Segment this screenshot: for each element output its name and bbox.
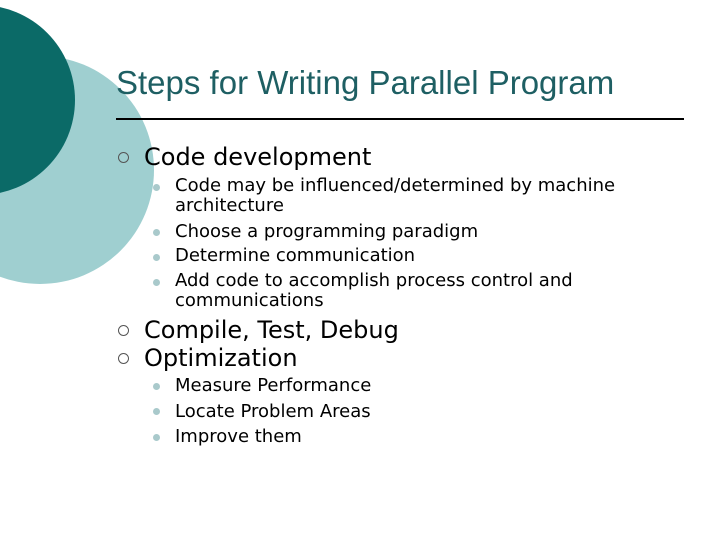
sub-item-determine-communication: Determine communication <box>175 245 416 266</box>
hollow-bullet-icon <box>118 152 129 163</box>
dot-bullet-icon <box>153 279 160 286</box>
list-item-optimization: Optimization <box>144 344 298 372</box>
sub-item-machine-architecture: Code may be influenced/determined by machine architecture <box>175 175 616 216</box>
hollow-bullet-icon <box>118 325 129 336</box>
hollow-bullet-icon <box>118 353 129 364</box>
dot-bullet-icon <box>153 254 160 261</box>
dot-bullet-icon <box>153 383 160 390</box>
dot-bullet-icon <box>153 408 160 415</box>
dot-bullet-icon <box>153 184 160 191</box>
dot-bullet-icon <box>153 434 160 441</box>
slide-title: Steps for Writing Parallel Program <box>116 64 615 101</box>
sub-item-locate-problem-areas: Locate Problem Areas <box>175 401 371 422</box>
list-item-code-development: Code development <box>144 143 372 171</box>
dot-bullet-icon <box>153 229 160 236</box>
sub-item-process-control: Add code to accomplish process control and communications <box>175 270 573 311</box>
sub-item-measure-performance: Measure Performance <box>175 375 372 396</box>
list-item-compile-test-debug: Compile, Test, Debug <box>144 316 399 344</box>
sub-item-programming-paradigm: Choose a programming paradigm <box>175 221 479 242</box>
sub-item-improve-them: Improve them <box>175 426 302 447</box>
